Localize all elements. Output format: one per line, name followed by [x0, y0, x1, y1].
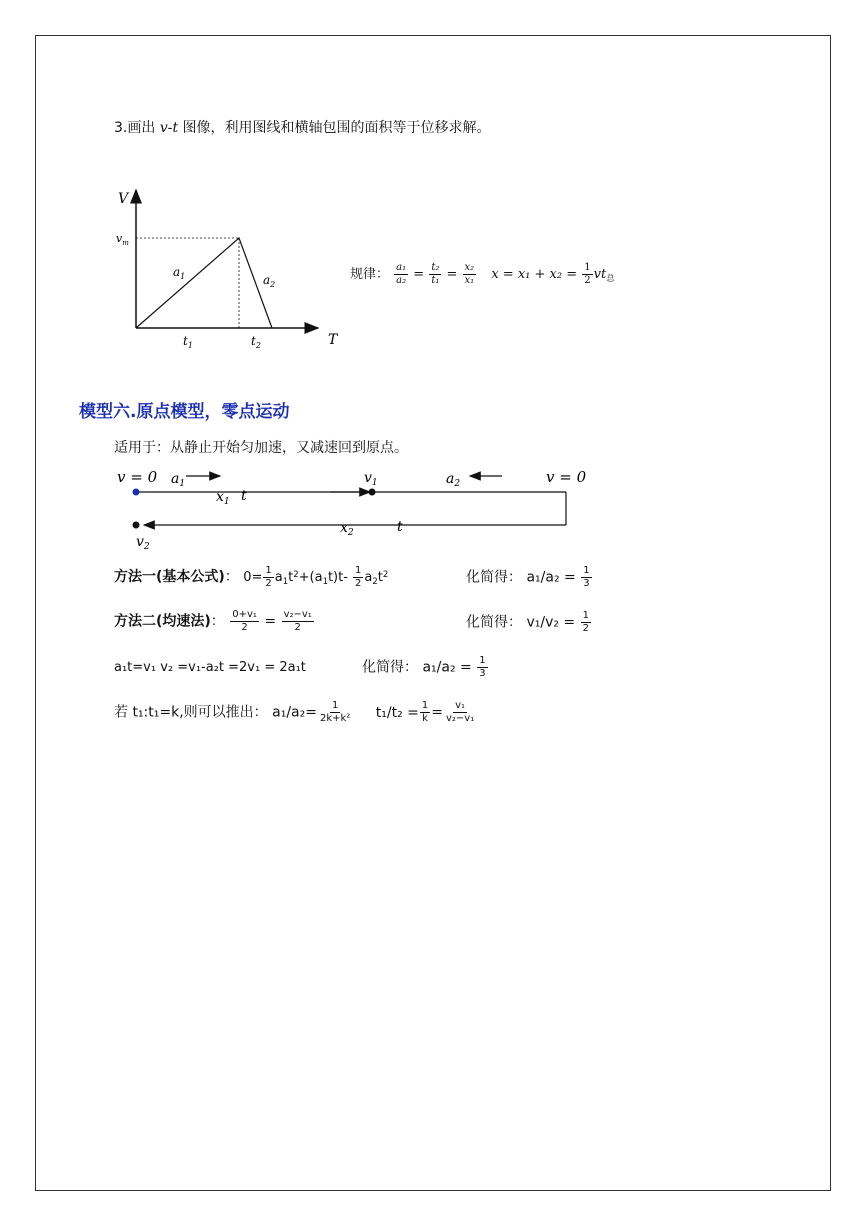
- rule-frac-a: $\frac{\text{a₁}}{\text{a₂}}$: [396, 262, 407, 286]
- a1-label: $a_1$: [173, 265, 186, 281]
- line3-result: 化简得： a₁/a₂ = $\frac{1}{3}$: [362, 655, 486, 679]
- start-point: [133, 489, 140, 496]
- step3-prefix: 3.画出: [114, 120, 156, 136]
- line4: 若 t₁:t₁=k,则可以推出： a₁/a₂= $\frac{1}{\text{2k+k²}}$ t₁/t₂ = $\frac{1}{k}$ = $\frac{\text{v₁}}{\text{v₂−v₁}}$: [114, 700, 475, 724]
- method2-line: 方法二(均速法)： $\frac{\text{0+v₁}}{2}$ = $\frac{\text{v₂−v₁}}{2}$: [114, 609, 312, 633]
- v1-label: $v_1$: [364, 470, 378, 488]
- model6-applies: 适用于：从静止开始匀加速，又减速回到原点。: [114, 440, 408, 456]
- t2-label: $t_2$: [251, 334, 261, 350]
- method1-label: 方法一(基本公式): [114, 569, 225, 585]
- method2-result: 化简得： v₁/v₂ = $\frac{1}{2}$: [466, 610, 589, 634]
- v2-label: $v_2$: [136, 534, 150, 552]
- method1-line: 方法一(基本公式)： 0= $\frac{1}{2}$ $a_1t^2+(a_1t)t-$ $\frac{1}{2}$ $a_2t^2$: [114, 565, 389, 589]
- motion-a1-label: $a_1$: [171, 471, 186, 489]
- a2-label: $a_2$: [263, 273, 276, 289]
- step3-line: [114, 117, 491, 137]
- rule-formula-left: x = x₁ + x₂ =: [491, 267, 578, 282]
- v0-left-label: v = 0: [117, 468, 158, 486]
- t-axis-label: T: [328, 332, 338, 348]
- v-axis-label: V: [118, 191, 129, 207]
- v1-point: [369, 489, 376, 496]
- vt-graph: [100, 180, 350, 360]
- t1-label: $t_1$: [183, 334, 193, 350]
- step3-var: v-t: [159, 120, 179, 136]
- x2-label: $x_2$: [340, 520, 354, 538]
- method1-result: 化简得： a₁/a₂ = $\frac{1}{3}$: [466, 565, 590, 589]
- rule-line: 规律： $\frac{\text{a₁}}{\text{a₂}}$ = $\frac{\text{t₂}}{\text{t₁}}$ = $\frac{\text{x₂}}{\text{x₁}}$ x = x₁ + x₂ = $\frac{1}{2}$ $vt_总$: [350, 262, 615, 286]
- rule-half: $\frac{1}{2}$: [584, 262, 591, 286]
- t-bottom-label: t: [397, 519, 403, 535]
- motion-a2-label: $a_2$: [446, 471, 461, 489]
- vt-line: [136, 238, 272, 328]
- rule-frac-t: $\frac{\text{t₂}}{\text{t₁}}$: [431, 262, 440, 286]
- rule-formula-right: vt: [593, 267, 607, 282]
- end-point: [133, 522, 140, 529]
- rule-label: 规律：: [350, 267, 390, 282]
- motion-diagram: [100, 460, 620, 555]
- model6-title: 模型六.原点模型，零点运动: [79, 402, 290, 422]
- method1-equation: 0= $\frac{1}{2}$ $a_1t^2+(a_1t)t-$ $\frac{1}{2}$ $a_2t^2$: [243, 565, 389, 589]
- rule-formula-sub: 总: [606, 272, 615, 283]
- step3-suffix: 图像，利用图线和横轴包围的面积等于位移求解。: [182, 120, 491, 136]
- t-mid-label: t: [241, 488, 247, 504]
- vm-label: $v_m$: [116, 232, 129, 247]
- v0-right-label: v = 0: [546, 468, 587, 486]
- x1-label: $x_1$: [216, 489, 230, 507]
- method2-label: 方法二(均速法): [114, 613, 211, 630]
- rule-frac-x: $\frac{\text{x₂}}{\text{x₁}}$: [464, 262, 475, 286]
- line3-equation: a₁t=v₁ v₂ =v₁-a₂t =2v₁ = 2a₁t: [114, 660, 306, 675]
